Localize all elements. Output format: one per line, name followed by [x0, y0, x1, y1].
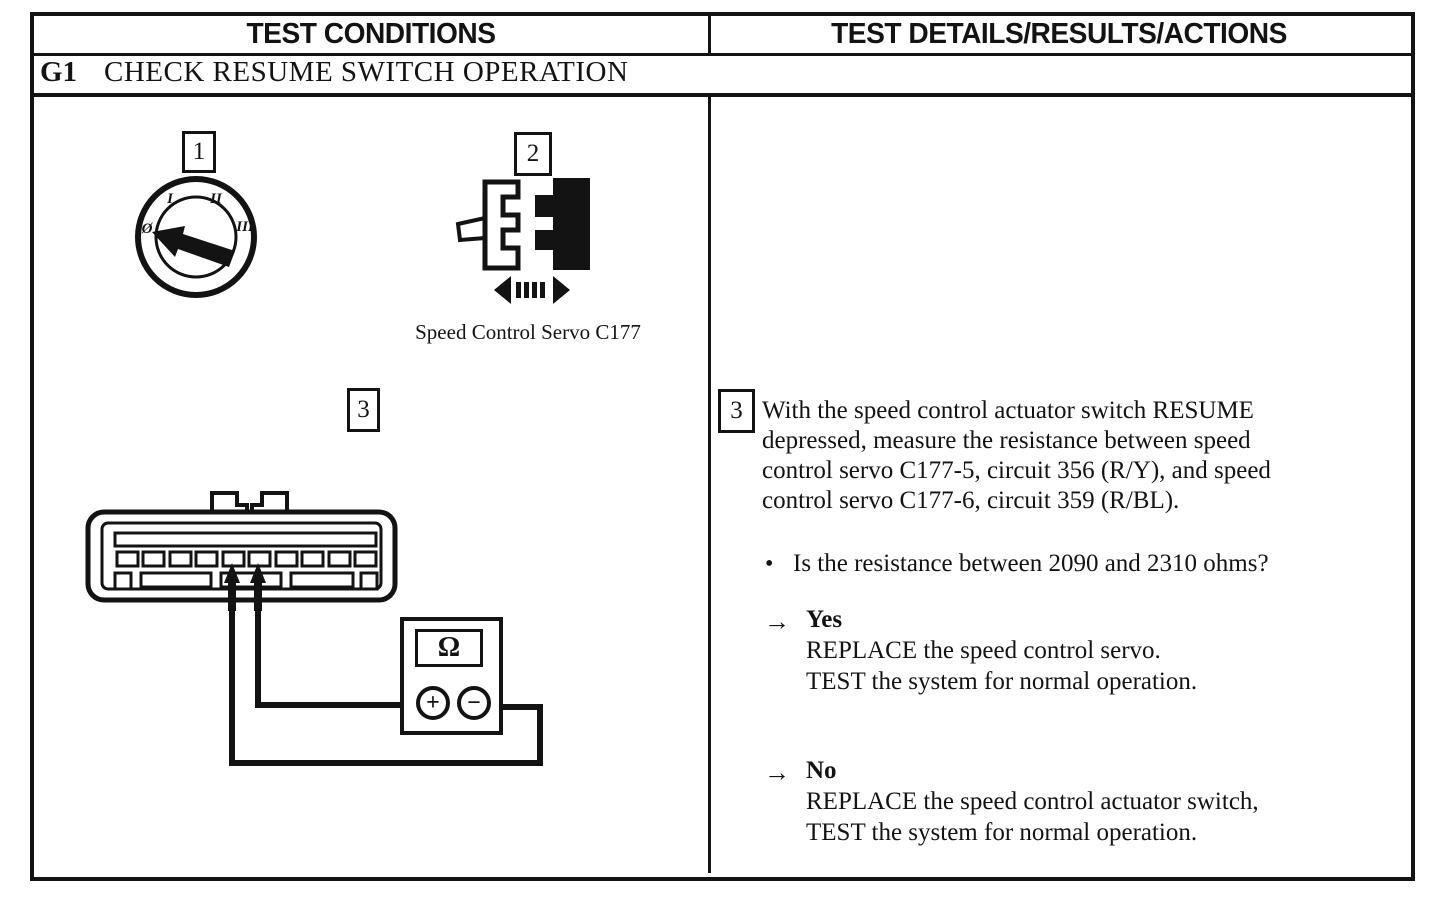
connector-wire-stub	[458, 218, 485, 240]
yes-label: Yes	[806, 606, 843, 633]
connector-socket-half	[535, 178, 590, 270]
no-action-line: TEST the system for normal operation.	[806, 819, 1198, 846]
ignition-position-off: Ø	[141, 221, 153, 237]
row-divider-line	[30, 93, 1411, 97]
result-arrow-icon: →	[764, 758, 790, 787]
ignition-position-acc: I	[167, 191, 173, 207]
column-divider-body	[708, 97, 711, 873]
instruction-line: control servo C177-5, circuit 356 (R/Y), and speed	[762, 457, 1271, 484]
connector-plug-half	[485, 182, 518, 268]
callout-1-box: 1	[182, 131, 216, 173]
servo-connector-caption: Speed Control Servo C177	[415, 320, 641, 344]
column-header-test-conditions: TEST CONDITIONS	[246, 17, 496, 50]
column-divider-header	[708, 12, 711, 53]
yes-action-line: TEST the system for normal operation.	[806, 668, 1198, 695]
yes-action-line: REPLACE the speed control servo.	[806, 637, 1161, 664]
no-label: No	[806, 757, 837, 784]
no-action-line: REPLACE the speed control actuator switch,	[806, 788, 1259, 815]
disconnect-arrows-icon	[494, 275, 570, 305]
test-lead-positive	[258, 609, 416, 705]
ohmmeter-display: Ω	[415, 629, 483, 667]
connector-slot	[115, 533, 376, 546]
positive-terminal-icon: +	[416, 686, 450, 720]
result-question: Is the resistance between 2090 and 2310 ohms?	[793, 550, 1269, 577]
measurement-diagram	[85, 485, 585, 815]
connector-latch-tab-left	[212, 493, 247, 512]
callout-2-box: 2	[514, 132, 552, 176]
instruction-line: With the speed control actuator switch RESUME	[762, 397, 1254, 424]
detail-step-3-box: 3	[718, 389, 755, 433]
test-step-id: G1	[40, 56, 78, 88]
bullet-icon: •	[765, 551, 774, 577]
instruction-line: depressed, measure the resistance between speed	[762, 427, 1251, 454]
result-arrow-icon: →	[764, 607, 790, 636]
servo-connector-icon	[452, 176, 597, 276]
ignition-switch-icon	[130, 172, 264, 306]
callout-3-box: 3	[347, 388, 380, 432]
instruction-line: control servo C177-6, circuit 359 (R/BL).	[762, 487, 1180, 514]
test-step-title: CHECK RESUME SWITCH OPERATION	[104, 56, 629, 88]
column-header-test-details: TEST DETAILS/RESULTS/ACTIONS	[831, 17, 1287, 50]
ignition-position-start: III	[236, 219, 254, 235]
connector-latch-tab-right	[252, 493, 287, 512]
ignition-position-run: II	[210, 191, 222, 207]
negative-terminal-icon: −	[457, 686, 491, 720]
ohmmeter	[400, 617, 503, 735]
